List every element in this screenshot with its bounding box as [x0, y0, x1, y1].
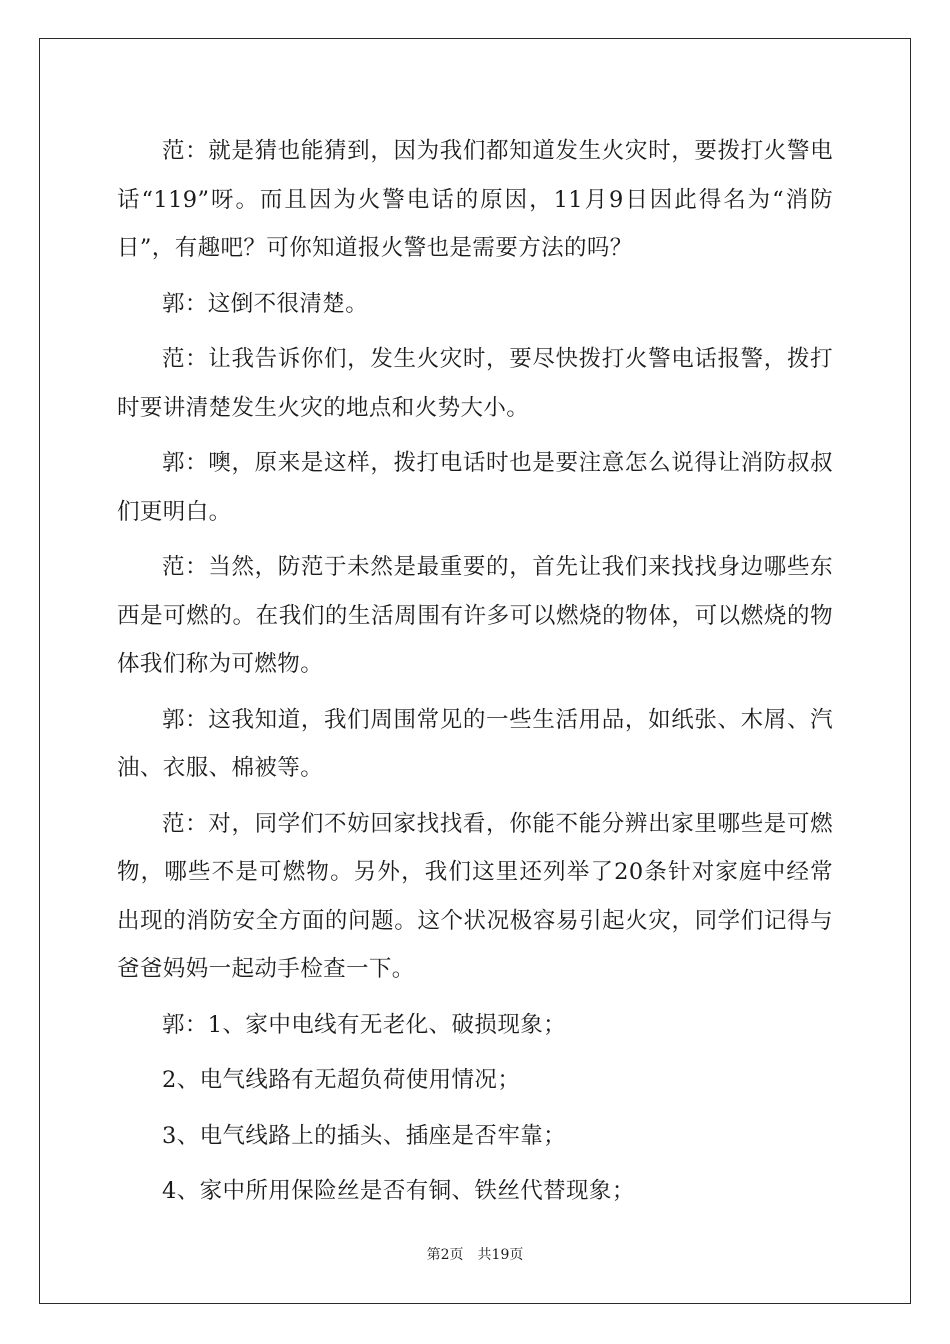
paragraph: 范：对，同学们不妨回家找找看，你能不能分辨出家里哪些是可燃物，哪些不是可燃物。另外，我们这里还列举了20条针对家庭中经常出现的消防安全方面的问题。这个状况极容易引起火灾，同学们记得与爸爸妈妈一起动手检查一下。: [117, 810, 833, 982]
list-item: 3、电气线路上的插头、插座是否牢靠；: [162, 1122, 567, 1149]
paragraph: 范：当然，防范于未然是最重要的，首先让我们来找找身边哪些东西是可燃的。在我们的生活周围有许多可以燃烧的物体，可以燃烧的物体我们称为可燃物。: [117, 554, 833, 677]
document-body: [117, 127, 833, 1223]
list-item: 2、电气线路有无超负荷使用情况；: [162, 1067, 521, 1093]
page-footer: [0, 1246, 950, 1264]
paragraph: 郭：这倒不很清楚。: [162, 290, 369, 317]
paragraph: 范：让我告诉你们，发生火灾时，要尽快拨打火警电话报警，拨打时要讲清楚发生火灾的地点和火势大小。: [117, 346, 833, 421]
paragraph: 郭：这我知道，我们周围常见的一些生活用品，如纸张、木屑、汽油、衣服、棉被等。: [117, 706, 833, 781]
list-item: 郭：1、家中电线有无老化、破损现象；: [162, 1011, 567, 1038]
page-number: 第2页: [426, 1247, 464, 1263]
page-total: 共19页: [477, 1247, 524, 1263]
list-item: 4、家中所用保险丝是否有铜、铁丝代替现象；: [162, 1178, 635, 1204]
paragraph: 范：就是猜也能猜到，因为我们都知道发生火灾时，要拨打火警电话“119”呀。而且因为火警电话的原因，11月9日因此得名为“消防日”，有趣吧？可你知道报火警也是需要方法的吗？: [117, 138, 833, 261]
paragraph: 郭：噢，原来是这样，拨打电话时也是要注意怎么说得让消防叔叔们更明白。: [117, 450, 833, 525]
